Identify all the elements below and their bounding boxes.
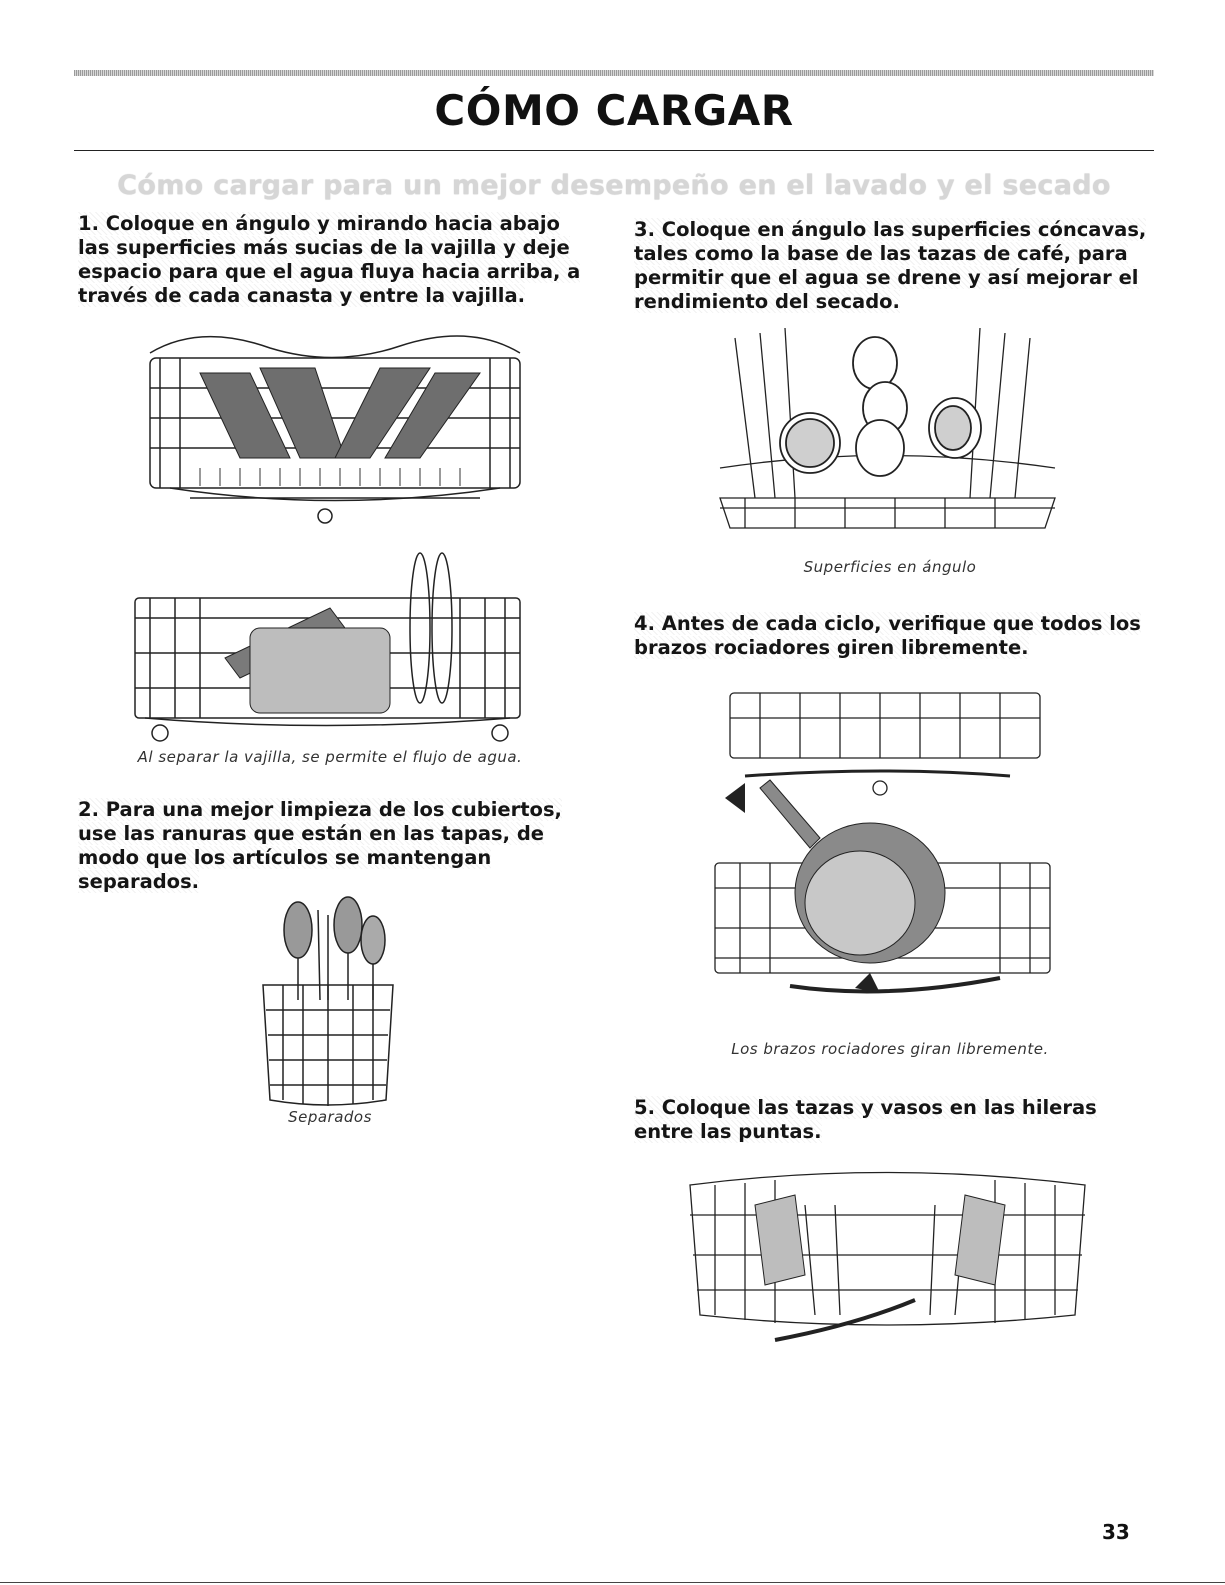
caption-separation: Al separar la vajilla, se permite el flujo de agua. xyxy=(137,748,523,766)
page-number: 33 xyxy=(1102,1520,1130,1544)
step-4-text xyxy=(634,612,1154,660)
step-3-label: 3. Coloque en ángulo las superficies cóncavas, tales como la base de las tazas de café, para permitir que el agua se drene y así mejorar el rendimiento del secado. xyxy=(634,218,1147,313)
rack-glasses-illustration xyxy=(685,1165,1090,1370)
step-5-text xyxy=(634,1096,1154,1144)
step-1-text xyxy=(78,212,598,308)
step-5-label: 5. Coloque las tazas y vasos en las hileras entre las puntas. xyxy=(634,1096,1097,1143)
step-2-label: 2. Para una mejor limpieza de los cubiertos, use las ranuras que están en las tapas, de modo que los artículos se mantengan separados. xyxy=(78,798,562,893)
page-subtitle: Cómo cargar para un mejor desempeño en el lavado y el secado xyxy=(117,170,1111,201)
step-4-label: 4. Antes de cada ciclo, verifique que todos los brazos rociadores giren libremente. xyxy=(634,612,1141,659)
title-rule xyxy=(74,150,1154,151)
lower-rack-dishes-illustration xyxy=(140,318,530,533)
spray-arms-illustration xyxy=(700,688,1060,1018)
upper-rack-cups-illustration xyxy=(715,318,1060,543)
page-title: CÓMO CARGAR xyxy=(434,86,794,135)
step-3-text xyxy=(634,218,1154,314)
top-decorative-rule xyxy=(74,70,1154,76)
caption-spray-arms: Los brazos rociadores giran libremente. xyxy=(731,1040,1049,1058)
step-2-text xyxy=(78,798,598,894)
caption-angled: Superficies en ángulo xyxy=(803,558,977,576)
silverware-basket-illustration xyxy=(258,890,398,1110)
step-1-label: 1. Coloque en ángulo y mirando hacia abajo las superficies más sucias de la vajilla y deje espacio para que el agua fluya hacia arriba, a través de cada canasta y entre la vajilla. xyxy=(78,212,581,307)
bottom-rule xyxy=(0,1582,1225,1583)
rack-pots-separated-illustration xyxy=(130,548,530,748)
caption-separated: Separados xyxy=(288,1108,372,1126)
